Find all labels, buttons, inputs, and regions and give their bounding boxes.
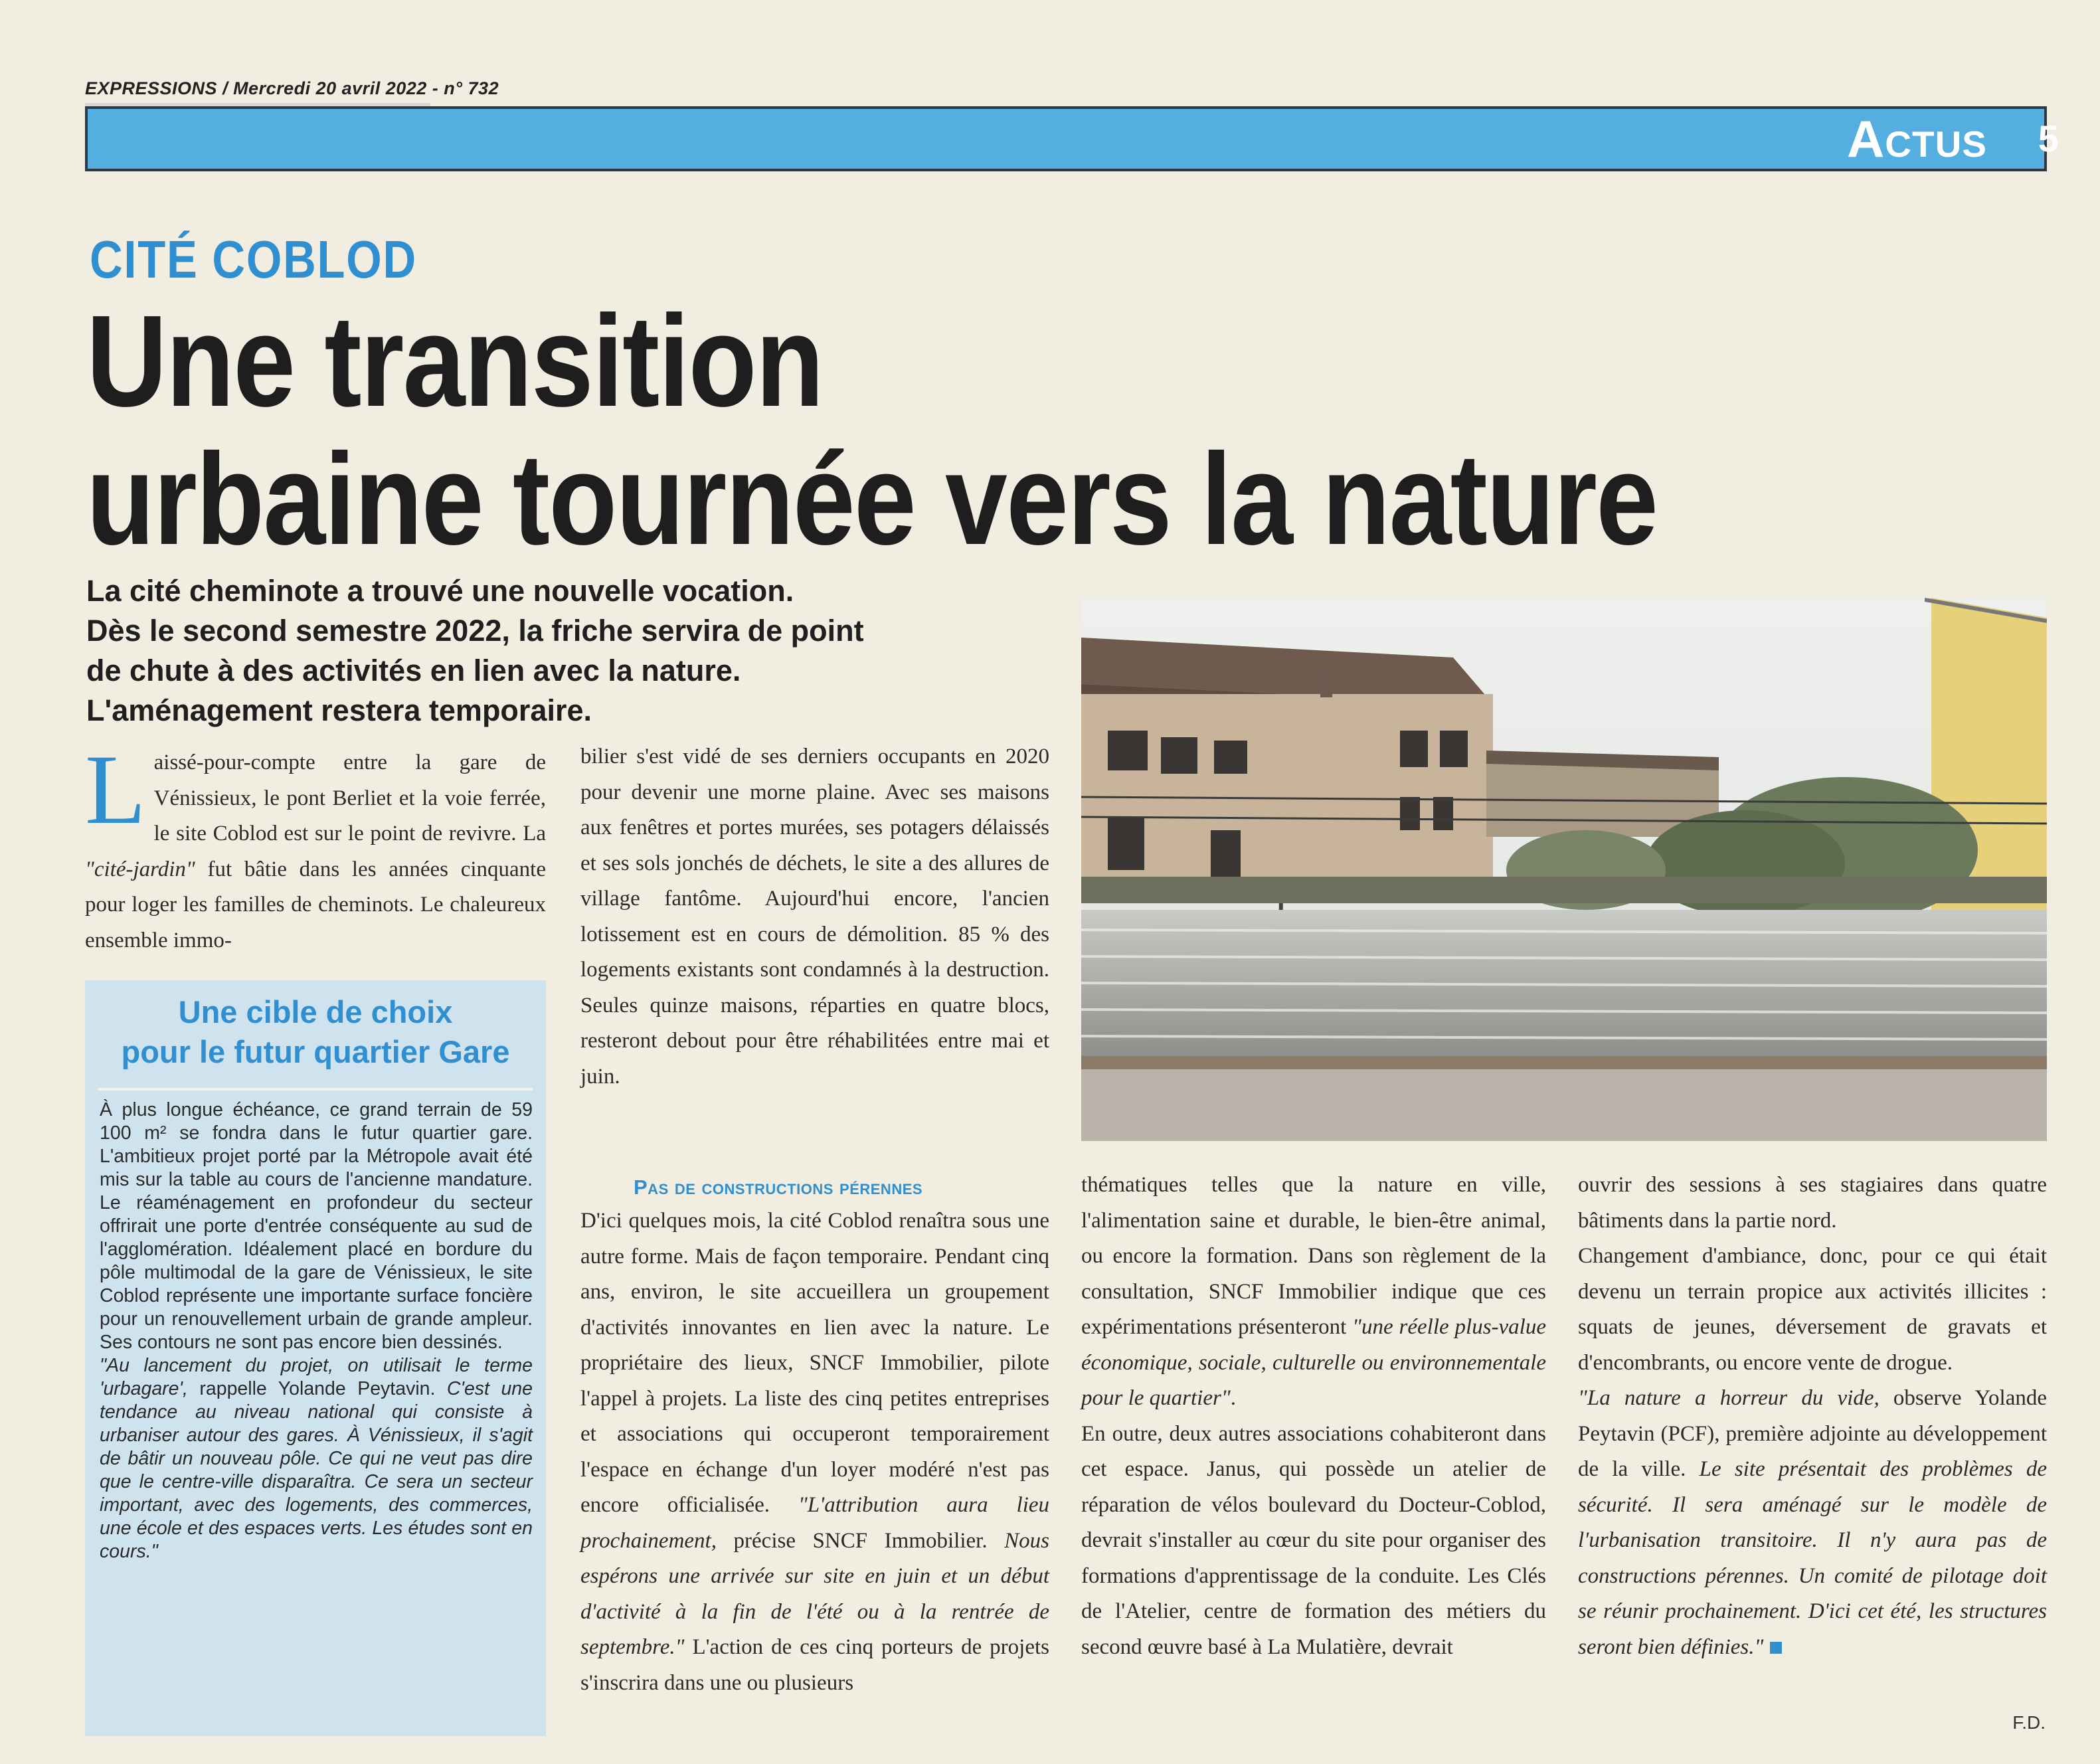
- sidebar-divider: [98, 1088, 533, 1091]
- body-column-4: [1578, 1168, 2047, 1665]
- sidebar-title: [85, 992, 546, 1072]
- headline-line-1: Une transition: [86, 288, 824, 434]
- quote: "cité-jardin": [85, 857, 195, 881]
- article-standfirst: [86, 571, 1029, 731]
- article-headline: [86, 288, 1658, 572]
- end-mark-icon: [1770, 1642, 1782, 1654]
- section-rubric: Actus: [1846, 110, 1987, 168]
- headline-line-2: urbaine tournée vers la nature: [86, 426, 1658, 572]
- article-photo: [1081, 598, 2047, 1141]
- sidebar-text: [100, 1099, 533, 1563]
- paragraph-text: D'ici quelques mois, la cité Coblod renaîtra sous une autre forme. Mais de façon temporaire. Pendant cinq ans, environ, le site accueillera un groupement d'activités innovantes en lien avec la nature. Le propriétaire des lieux, SNCF Immobilier, pilote l'appel à projets. La liste des cinq petites entreprises et associations qui occuperont temporairement l'espace en échange d'un loyer modéré n'est pas encore officialisée.: [580, 1209, 1049, 1517]
- sidebar-text-run: rappelle Yolande Peytavin.: [187, 1378, 447, 1399]
- page-number: 5: [2038, 118, 2059, 159]
- paragraph: En outre, deux autres associations cohabiteront dans cet espace. Janus, qui possède un atelier de réparation de vélos boulevard du Docteur-Coblod, devrait s'installer au cœur du site pour organiser des formations d'apprentissage de la conduite. Les Clés de l'Atelier, centre de formation des métiers du second œuvre basé à La Mulatière, devrait: [1081, 1421, 1546, 1659]
- paragraph: Changement d'ambiance, donc, pour ce qui était devenu un terrain propice aux activités illicites : squats de jeunes, déversement de gravats et d'encombrants, ou encore vente de drogue.: [1578, 1244, 2047, 1375]
- paragraph: bilier s'est vidé de ses derniers occupants en 2020 pour devenir une morne plaine. Avec ses maisons aux fenêtres et portes murées, ses potagers délaissés et ses sols jonchés de déchets, le site a des allures de village fantôme. Aujourd'hui encore, l'ancien lotissement est en cours de démolition. 85 % des logements existants sont condamnés à la destruction. Seules quinze maisons, réparties en quatre blocs, resteront debout pour être réhabilitées entre mai et juin.: [580, 745, 1049, 1089]
- paragraph-text: .: [1230, 1386, 1236, 1410]
- paragraph: [580, 1203, 1049, 1701]
- paragraph-text: observe Yolande Peytavin (PCF), première adjointe au développement de la ville.: [1578, 1386, 2047, 1481]
- paragraph-text: précise SNCF Immobilier.: [716, 1528, 1005, 1553]
- drop-cap: L: [85, 735, 146, 845]
- paragraph-text: aissé-pour-compte entre la gare de Vénissieux, le pont Berliet et la voie ferrée, le site Coblod est sur le point de revivre. La: [153, 750, 546, 845]
- sidebar-paragraph: À plus longue échéance, ce grand terrain de 59 100 m² se fondra dans le futur quartier gare. L'ambitieux projet porté par la Métropole avait été mis sur la table au cours de l'ancienne mandature. Le réaménagement en profondeur du secteur offrirait une porte d'entrée conséquente au sud de l'agglomération. Idéalement placé en bordure du pôle multimodal de la gare de Vénissieux, le site Coblod représente une importante surface foncière pour un renouvellement urbain de grande ampleur. Ses contours ne sont pas encore bien dessinés.: [100, 1099, 533, 1353]
- quote: "L'attribution aura lieu prochainement,: [580, 1493, 1050, 1553]
- body-column-3: [1081, 1168, 1546, 1665]
- paragraph-text: thématiques telles que la nature en ville, l'alimentation saine et durable, le bien-être animal, ou encore la formation. Dans son règlement de la consultation, SNCF Immobilier indique que ces expérimentations présenteront: [1081, 1173, 1546, 1339]
- paragraph: [1081, 1168, 1546, 1417]
- quote: C'est une tendance au niveau national qui consiste à urbaniser autour des gares. À Vénissieux, il s'agit de bâtir un nouveau pôle. Ce qui ne veut pas dire que le centre-ville disparaîtra. Ce sera un secteur important, avec des logements, des commerces, une école et des espaces verts. Les études sont en cours.": [100, 1378, 533, 1562]
- standfirst-line: La cité cheminote a trouvé une nouvelle vocation.: [86, 574, 794, 608]
- standfirst-line: de chute à des activités en lien avec la nature.: [86, 654, 741, 687]
- author-signature: F.D.: [2012, 1712, 2046, 1733]
- body-column-2-bottom: [580, 1203, 1049, 1701]
- folio-line: EXPRESSIONS / Mercredi 20 avril 2022 - n° 732: [85, 78, 499, 98]
- article-kicker: CITÉ COBLOD: [90, 230, 417, 289]
- quote: "La nature a horreur du vide,: [1578, 1386, 1880, 1410]
- sidebar-paragraph: [100, 1354, 533, 1563]
- quote: "Au lancement du projet, on utilisait le terme 'urbagare',: [100, 1355, 533, 1399]
- body-column-1: [85, 735, 546, 958]
- photo-building-illustration: [1081, 598, 2047, 1141]
- sidebar-title-line: pour le futur quartier Gare: [121, 1034, 510, 1069]
- standfirst-line: L'aménagement restera temporaire.: [86, 693, 592, 727]
- quote: Nous espérons une arrivée sur site en juin et un début d'activité à la fin de l'été ou à la rentrée de septembre.": [580, 1528, 1049, 1659]
- sidebar-title-line: Une cible de choix: [178, 994, 453, 1029]
- paragraph-text: fut bâtie dans les années cinquante pour loger les familles de cheminots. Le chaleureux ensemble immo-: [85, 857, 546, 952]
- paragraph-text: L'action de ces cinq porteurs de projets s'inscrira dans une ou plusieurs: [580, 1635, 1049, 1695]
- section-bar: [85, 106, 2047, 171]
- quote: Le site présentait des problèmes de sécurité. Il sera aménagé sur le modèle de l'urbanisation transitoire. Il n'y aura pas de constructions pérennes. Un comité de pilotage doit se réunir prochainement. D'ici cet été, les structures seront bien définies.": [1578, 1457, 2047, 1659]
- body-column-2-top: [580, 739, 1049, 1095]
- paragraph: [85, 735, 546, 958]
- sidebar-box: [85, 980, 546, 1736]
- paragraph: [1578, 1381, 2047, 1665]
- subheading: Pas de constructions pérennes: [634, 1176, 923, 1199]
- standfirst-line: Dès le second semestre 2022, la friche servira de point: [86, 614, 864, 648]
- quote: "une réelle plus-value économique, sociale, culturelle ou environnementale pour le quartier": [1081, 1315, 1546, 1410]
- paragraph: ouvrir des sessions à ses stagiaires dans quatre bâtiments dans la partie nord.: [1578, 1173, 2047, 1233]
